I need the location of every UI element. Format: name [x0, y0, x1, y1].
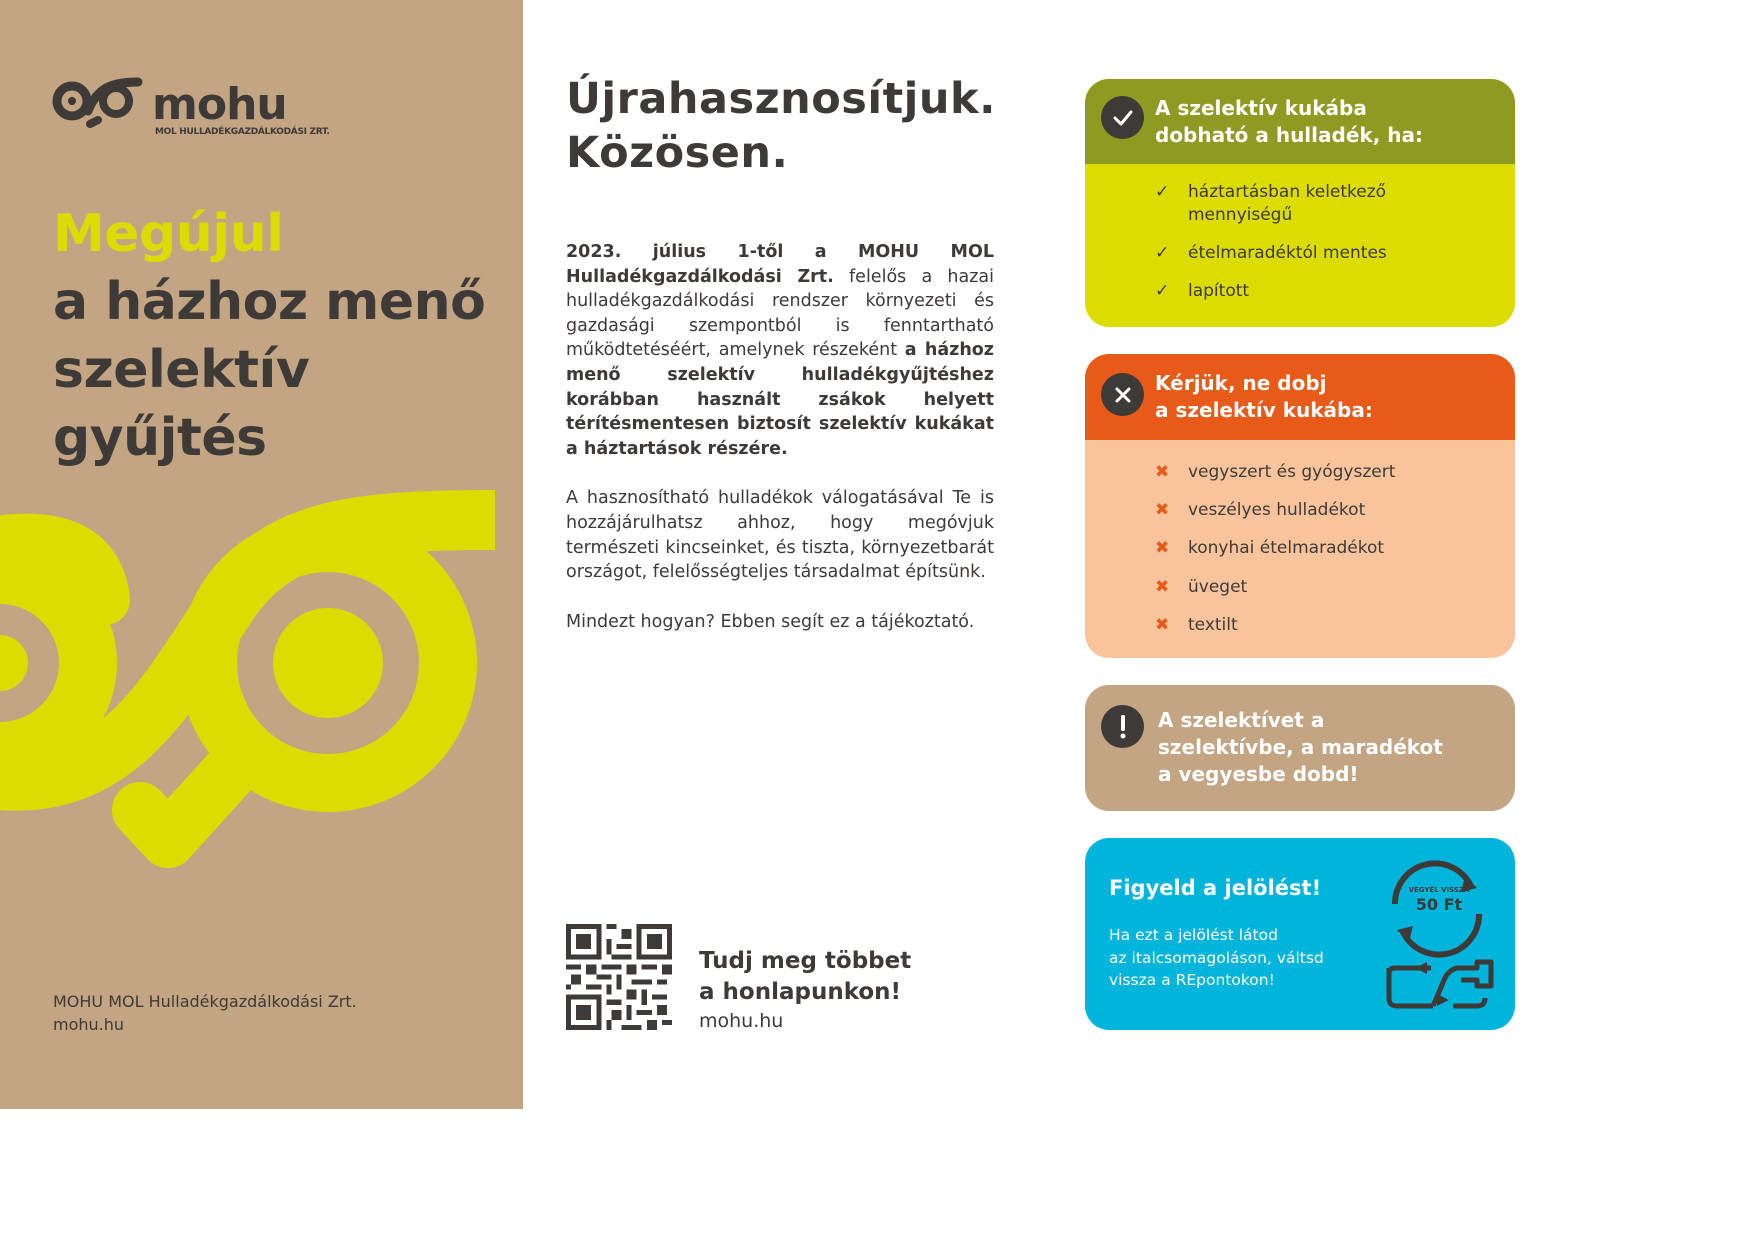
list-item	[1155, 537, 1495, 560]
check-icon	[1101, 96, 1144, 139]
title-line: Újrahasznosítjuk.	[566, 74, 996, 124]
info-line: az italcsomagoláson, váltsd	[1109, 948, 1324, 967]
note-line: A szelektívet a	[1158, 708, 1325, 732]
more-info-line: a honlapunkon!	[699, 979, 902, 1005]
headline-line: a házhoz menő	[53, 272, 486, 332]
paragraph-3: Mindezt hogyan? Ebben segít ez a tájékoztató.	[566, 611, 975, 632]
logo-subtitle: MOL HULLADÉKGAZDÁLKODÁSI ZRT.	[155, 127, 330, 137]
sorting-note-text	[1158, 707, 1443, 788]
mohu-symbol-graphic	[0, 490, 523, 910]
more-info	[699, 946, 911, 1034]
headline-line: szelektív	[53, 340, 310, 400]
list-item-text: vegyszert és gyógyszert	[1188, 462, 1396, 482]
checkmark-icon: ✓	[1155, 243, 1170, 263]
forbidden-title-line: a szelektív kukába:	[1155, 398, 1373, 422]
cross-icon: ✖	[1155, 576, 1170, 597]
allowed-title-line: dobható a hulladék, ha:	[1155, 123, 1423, 147]
list-item	[1155, 181, 1495, 227]
list-item-text: mennyiségű	[1188, 205, 1293, 225]
paragraph-2: A hasznosítható hulladékok válogatásával Te is hozzájárulhatsz ahhoz, hogy megóvjuk természeti kincseinket, és tiszta, környezetbarát országot, felelősségteljes társadalmat építsünk.	[566, 488, 994, 583]
deposit-info-card	[1085, 838, 1515, 1030]
forbidden-title-line: Kérjük, ne dobj	[1155, 371, 1327, 395]
mohu-logo-icon	[52, 76, 144, 132]
list-item	[1155, 499, 1495, 522]
paragraph-1	[566, 240, 994, 461]
cross-icon: ✖	[1155, 614, 1170, 635]
cross-icon: ✖	[1155, 500, 1170, 521]
list-item-text: lapított	[1188, 281, 1250, 301]
more-info-line: Tudj meg többet	[699, 948, 912, 974]
list-item	[1155, 461, 1495, 484]
paragraph-1-text: felelős a hazai hulladékgazdálkodási rendszer környezeti és gazdasági szempontból is fenntartható működtetéséért, amelynek részeként	[566, 266, 994, 361]
left-panel	[0, 0, 523, 1109]
qr-code[interactable]	[566, 924, 672, 1030]
deposit-info-text	[1109, 924, 1324, 992]
list-item-text: háztartásban keletkező	[1188, 182, 1387, 202]
exclamation-icon	[1101, 705, 1144, 748]
list-item	[1155, 614, 1495, 637]
cross-icon: ✖	[1155, 462, 1170, 482]
checkmark-icon: ✓	[1155, 182, 1170, 202]
list-item	[1155, 242, 1495, 265]
list-item	[1155, 280, 1495, 303]
headline-accent: Megújul	[53, 204, 284, 264]
intro-text	[566, 240, 994, 659]
list-item-text: konyhai ételmaradékot	[1188, 538, 1385, 559]
allowed-title-line: A szelektív kukába	[1155, 96, 1367, 120]
forbidden-card-title	[1155, 370, 1373, 424]
note-line: a vegyesbe dobd!	[1158, 762, 1359, 786]
deposit-symbols	[1381, 858, 1501, 1010]
footer-company-info	[53, 990, 357, 1036]
deposit-50ft-icon	[1395, 863, 1479, 954]
page-title	[566, 72, 996, 180]
allowed-waste-card	[1085, 79, 1515, 327]
close-icon	[1101, 373, 1144, 416]
bottle-return-icon	[1389, 962, 1491, 1006]
paragraph-1-bold-end: a házhoz menő szelektív hulladékgyűjtéshez korábban használt zsákok helyett térítésmentesen biztosít szelektív kukákat a háztartások részére.	[566, 340, 994, 459]
deposit-badge-small-text: VEGYÉL VISSZA	[1408, 886, 1470, 894]
list-item-text: textilt	[1188, 614, 1238, 635]
company-name: MOHU MOL Hulladékgazdálkodási Zrt.	[53, 992, 357, 1011]
allowed-card-header	[1085, 79, 1515, 164]
list-item-text: üveget	[1188, 576, 1248, 597]
headline-line: gyűjtés	[53, 408, 267, 468]
deposit-info-title: Figyeld a jelölést!	[1109, 876, 1322, 900]
headline	[53, 200, 485, 472]
list-item	[1155, 576, 1495, 599]
allowed-card-title	[1155, 95, 1423, 149]
deposit-badge-value: 50 Ft	[1415, 895, 1463, 914]
info-line: vissza a REpontokon!	[1109, 971, 1275, 989]
company-url[interactable]: mohu.hu	[53, 1015, 125, 1034]
forbidden-card-header	[1085, 354, 1515, 440]
sorting-note-card	[1085, 685, 1515, 811]
logo-wordmark: mohu	[152, 79, 287, 130]
paragraph-1-bold-intro: 2023. július 1-től a MOHU MOL Hulladékgazdálkodási Zrt.	[566, 242, 994, 287]
list-item-text: ételmaradéktól mentes	[1188, 243, 1387, 263]
title-line: Közösen.	[566, 128, 789, 178]
note-line: szelektívbe, a maradékot	[1158, 735, 1443, 759]
info-line: Ha ezt a jelölést látod	[1109, 926, 1278, 944]
forbidden-waste-card	[1085, 354, 1515, 658]
website-link[interactable]: mohu.hu	[699, 1010, 784, 1032]
forbidden-list	[1155, 461, 1495, 652]
list-item-text: veszélyes hulladékot	[1188, 500, 1366, 521]
allowed-list	[1155, 181, 1495, 318]
checkmark-icon: ✓	[1155, 281, 1170, 301]
cross-icon: ✖	[1155, 538, 1170, 559]
